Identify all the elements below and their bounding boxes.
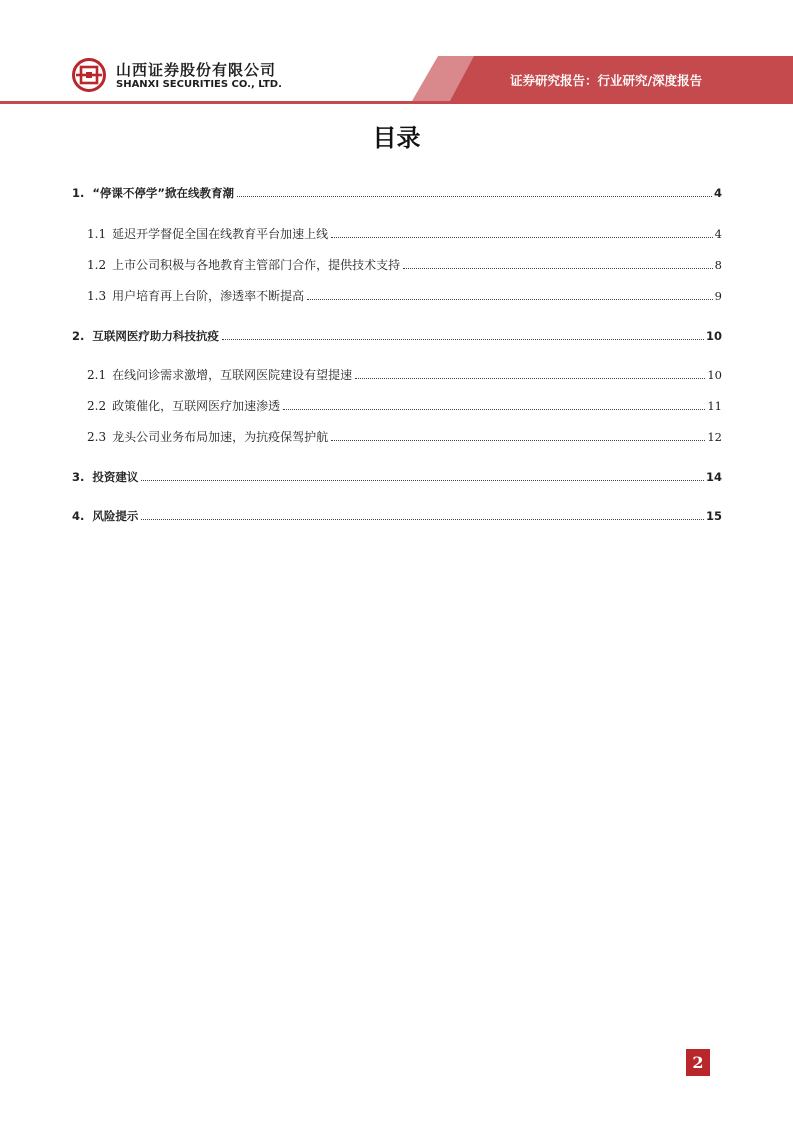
toc-entry-page: 11 (707, 399, 722, 413)
toc-entry-2[interactable] (72, 327, 722, 345)
toc-entry-1[interactable] (72, 184, 722, 202)
company-name-cn: 山西证券股份有限公司 (116, 61, 277, 79)
toc-entry-title: “停课不停学”掀在线教育潮 (92, 186, 234, 200)
toc-leader-dots (331, 237, 713, 238)
toc-entry-page: 4 (713, 186, 722, 200)
toc-entry-2-1[interactable] (87, 366, 722, 384)
page-header (0, 0, 793, 110)
report-type-label: 证券研究报告：行业研究/深度报告 (510, 73, 703, 88)
toc-entry-title: 延迟开学督促全国在线教育平台加速上线 (112, 227, 329, 241)
toc-leader-dots (307, 299, 713, 300)
toc-entry-number: 2.3 (87, 430, 107, 444)
page-number-badge: 2 (686, 1049, 710, 1076)
toc-entry-title: 投资建议 (92, 470, 139, 484)
toc-entry-title: 用户培育再上台阶，渗透率不断提高 (112, 289, 305, 303)
toc-entry-1-1[interactable] (87, 225, 722, 243)
toc-leader-dots (331, 440, 705, 441)
toc-entry-number: 4. (72, 509, 85, 523)
toc-entry-number: 1.1 (87, 227, 107, 241)
toc-entry-number: 1.2 (87, 258, 107, 272)
toc-leader-dots (222, 339, 704, 340)
toc-entry-page: 9 (714, 289, 722, 303)
toc-entry-page: 10 (705, 329, 722, 343)
toc-leader-dots (403, 268, 713, 269)
toc-leader-dots (283, 409, 705, 410)
toc-title: 目录 (372, 124, 421, 152)
toc-entry-page: 8 (714, 258, 722, 272)
toc-entry-page: 15 (705, 509, 722, 523)
toc-entry-4[interactable] (72, 507, 722, 525)
toc-entry-number: 3. (72, 470, 85, 484)
toc-entry-page: 12 (707, 430, 722, 444)
toc-entry-number: 2.2 (87, 399, 107, 413)
toc-entry-number: 1.3 (87, 289, 107, 303)
toc-entry-page: 4 (714, 227, 722, 241)
toc-entry-title: 政策催化，互联网医疗加速渗透 (112, 399, 281, 413)
header-banner (0, 0, 793, 110)
toc-entry-number: 2. (72, 329, 85, 343)
company-logo-icon (72, 58, 106, 92)
toc-leader-dots (237, 196, 712, 197)
toc-entry-title: 互联网医疗助力科技抗疫 (92, 329, 219, 343)
toc-entry-2-3[interactable] (87, 428, 722, 446)
toc-entry-number: 2.1 (87, 368, 107, 382)
toc-entry-1-3[interactable] (87, 287, 722, 305)
toc-entry-number: 1. (72, 186, 85, 200)
toc-entry-1-2[interactable] (87, 256, 722, 274)
toc-leader-dots (141, 480, 704, 481)
toc-entry-title: 在线问诊需求激增，互联网医院建设有望提速 (112, 368, 353, 382)
toc-entry-title: 龙头公司业务布局加速，为抗疫保驾护航 (112, 430, 329, 444)
toc-entry-title: 上市公司积极与各地教育主管部门合作，提供技术支持 (112, 258, 401, 272)
toc-entry-2-2[interactable] (87, 397, 722, 415)
toc-entry-3[interactable] (72, 468, 722, 486)
toc-leader-dots (141, 519, 704, 520)
toc-entry-page: 14 (705, 470, 722, 484)
toc-entry-page: 10 (707, 368, 722, 382)
toc-entry-title: 风险提示 (92, 509, 139, 523)
toc-leader-dots (355, 378, 705, 379)
company-name-en: SHANXI SECURITIES CO., LTD. (116, 79, 282, 90)
